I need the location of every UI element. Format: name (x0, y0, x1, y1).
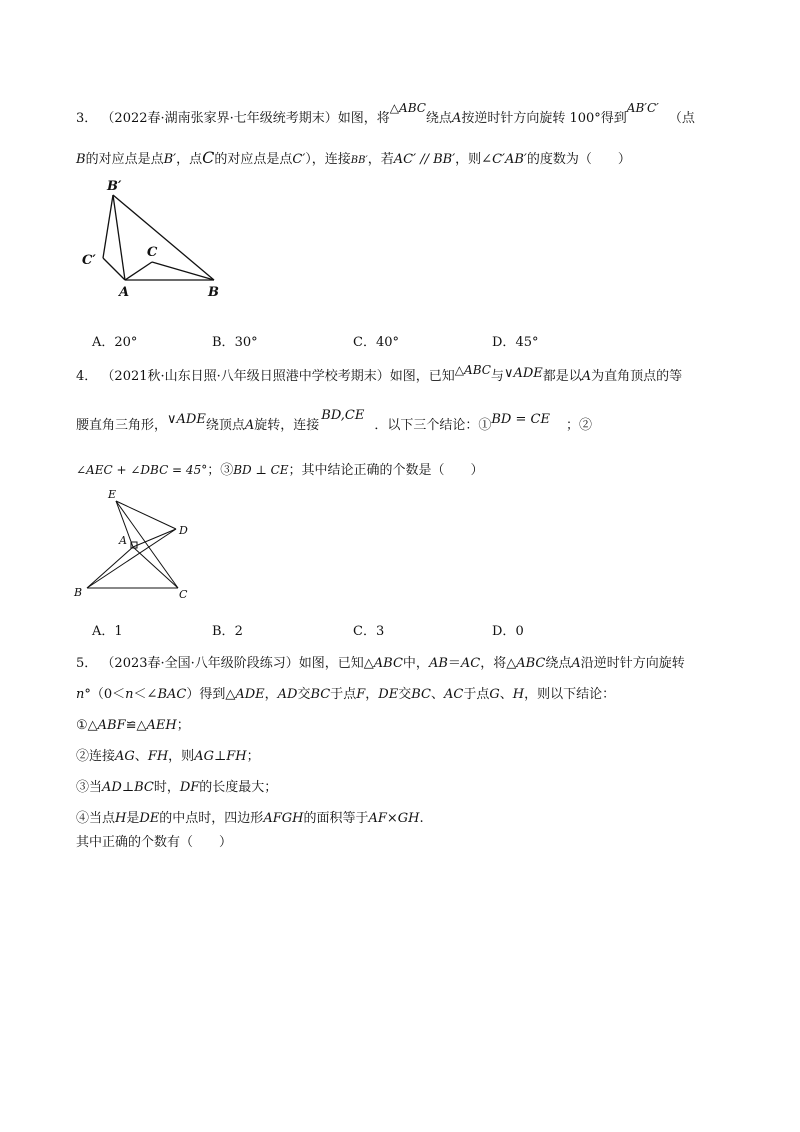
option-label: B． (212, 624, 235, 639)
option-label: A． (92, 624, 115, 639)
q5-text: G (489, 687, 500, 702)
q5-text: H (512, 687, 525, 702)
q5-text: 其中正确的个数有（ ） (76, 835, 233, 850)
q5-text: 、 (134, 749, 148, 764)
q3-line-1 (76, 101, 695, 127)
q5-text: 的面积等于 (303, 811, 369, 826)
q4-text: 腰直角三角形， (76, 418, 168, 433)
q4-line-2 (76, 408, 592, 434)
q5-text: n (76, 687, 85, 702)
q4-number: 4． (76, 369, 98, 384)
q5-number: 5． (76, 656, 98, 671)
q5-text: AC (460, 656, 481, 671)
q4-option-b[interactable] (212, 624, 243, 640)
q3-point-a: A (451, 111, 462, 126)
q3-option-b[interactable] (212, 335, 258, 351)
q3-triangle-abc: △ABC (389, 101, 426, 115)
option-label: B． (212, 335, 235, 350)
q4-triangle-ade: ∨ADE (167, 412, 206, 427)
q3-label-b: B (208, 285, 219, 300)
q3-line-2 (76, 150, 631, 169)
option-label: D． (492, 624, 516, 639)
q5-text: AC (444, 687, 464, 702)
q3-text: C′ (292, 152, 306, 167)
q3-source: （2022春·湖南张家界·七年级统考期末） (101, 111, 338, 126)
q5-text: 是 (126, 811, 140, 826)
q4-text: ；② (565, 418, 592, 433)
q4-label-d: D (179, 524, 188, 537)
q4-source: （2021秋·山东日照·八年级日照港中学校考期末） (101, 369, 390, 384)
q3-triangle-abc-prime: AB′C′ (626, 101, 659, 115)
q4-text: 都是以 (542, 369, 582, 384)
q5-text: AD (102, 780, 122, 795)
option-label: C． (353, 335, 376, 350)
q4-label-b: B (74, 586, 83, 599)
q5-conclusion-2 (76, 749, 260, 765)
q3-figure-svg (80, 176, 230, 302)
option-value: 20° (114, 335, 138, 350)
q3-option-c[interactable] (353, 335, 399, 351)
q5-text: 沿逆时针方向旋转 (580, 656, 685, 671)
q4-text: 为直角顶点的等 (591, 369, 683, 384)
q5-text: ⊥ (213, 749, 227, 764)
q5-text: ADE (235, 687, 265, 702)
q5-text: AD (277, 687, 298, 702)
q4-text: BD ⊥ CE (233, 463, 289, 477)
q5-text: ≌△ (125, 718, 147, 733)
q5-text: BC (134, 780, 154, 795)
q4-figure-svg (70, 484, 200, 602)
q4-triangle-abc: △ABC (454, 363, 491, 377)
q3-label-cprime: C′ (82, 253, 96, 268)
q5-line-1 (76, 656, 685, 672)
q5-text: ，将△ (480, 656, 517, 671)
q5-line-2 (76, 687, 615, 703)
q3-label-a: A (119, 285, 130, 300)
q5-text: ＝ (447, 656, 461, 671)
q3-text: AC′ // BB′ (393, 152, 456, 167)
q4-line-1 (76, 363, 683, 385)
q5-question (76, 835, 232, 851)
q5-text: ③当 (76, 780, 103, 795)
q5-text: FH (226, 749, 247, 764)
q5-text: n (125, 687, 134, 702)
q5-text: ABF (97, 718, 126, 733)
q5-text: 时， (153, 780, 180, 795)
q4-option-c[interactable] (353, 624, 384, 640)
q4-label-e: E (108, 488, 117, 501)
q3-number: 3． (76, 111, 98, 126)
q4-text: 旋转，连接 (254, 418, 320, 433)
q3-figure (80, 176, 230, 302)
q5-text: ②连接 (76, 749, 116, 764)
q5-text: 于点 (330, 687, 357, 702)
q5-text: ①△ (76, 718, 98, 733)
q3-text: 的对应点是点 (85, 152, 164, 167)
q5-text: GH (397, 811, 420, 826)
q4-label-a: A (119, 534, 127, 547)
option-label: A． (92, 335, 115, 350)
q4-option-d[interactable] (492, 624, 524, 640)
q5-text: F (356, 687, 366, 702)
q4-figure (70, 484, 200, 602)
q4-text: ∠AEC + ∠DBC = 45° (76, 463, 208, 477)
q5-text: 绕点 (545, 656, 572, 671)
q5-text: ； (246, 749, 260, 764)
q5-text: DE (378, 687, 399, 702)
q4-point-a: A (581, 369, 592, 384)
q3-option-a[interactable] (92, 335, 137, 351)
q5-text: °（0＜ (84, 687, 126, 702)
q5-text: AEH (146, 718, 177, 733)
q5-text: AG (115, 749, 135, 764)
q3-text: 按逆时针方向旋转 100°得到 (461, 111, 627, 126)
option-value: 3 (375, 624, 385, 639)
option-value: 40° (375, 335, 399, 350)
q4-text: ；其中结论正确的个数是（ ） (288, 463, 484, 478)
q5-text: A (571, 656, 581, 671)
q3-text: 的度数为（ ） (526, 152, 631, 167)
q3-text: ，若 (367, 152, 394, 167)
q5-text: ⊥ (121, 780, 135, 795)
option-label: C． (353, 624, 376, 639)
q5-text: ，则 (168, 749, 195, 764)
q5-text: 、 (430, 687, 444, 702)
q3-text: ∠C′AB′ (481, 152, 527, 167)
option-label: D． (492, 335, 516, 350)
q4-triangle-ade: ∨ADE (503, 366, 543, 381)
q4-text: ．以下三个结论：① (374, 418, 492, 433)
q5-text: ④当点 (76, 811, 116, 826)
q5-conclusion-1 (76, 718, 190, 734)
q4-line-3 (76, 462, 484, 479)
q5-text: AFGH (263, 811, 304, 826)
q3-text: 的对应点是点 (214, 152, 293, 167)
q4-text: 绕顶点 (205, 418, 245, 433)
q5-text: ＜∠ (133, 687, 158, 702)
q5-conclusion-3 (76, 780, 277, 796)
q5-text: 交 (297, 687, 311, 702)
q5-text: DF (179, 780, 200, 795)
q5-text: 于点 (463, 687, 490, 702)
q5-text: 、 (499, 687, 513, 702)
q5-text: 如图，已知△ (298, 656, 374, 671)
q4-text: 与 (490, 369, 504, 384)
q5-text: ； (176, 718, 190, 733)
q3-text: C (202, 148, 215, 167)
q5-text: H (115, 811, 127, 826)
option-value: 2 (234, 624, 243, 639)
q5-text: 交 (398, 687, 412, 702)
q3-text: ），连接 (305, 152, 351, 167)
option-value: 45° (515, 335, 539, 350)
q5-text: × (386, 811, 398, 826)
q5-text: ，则以下结论： (524, 687, 616, 702)
q5-text: ， (264, 687, 278, 702)
q5-text: BC (310, 687, 331, 702)
q4-option-a[interactable] (92, 624, 123, 640)
q5-text: ）得到△ (186, 687, 236, 702)
q5-text: ， (365, 687, 379, 702)
q5-text: 的长度最大； (199, 780, 278, 795)
q3-label-bprime: B′ (107, 179, 122, 194)
q4-text: 如图，已知 (389, 369, 455, 384)
q4-text: A (244, 418, 255, 433)
q3-label-c: C (147, 245, 158, 260)
q4-label-c: C (179, 588, 188, 601)
option-value: 0 (515, 624, 524, 639)
q5-text: AF (368, 811, 387, 826)
q3-text: B′ (163, 152, 177, 167)
q5-text: AG (194, 749, 214, 764)
q3-text: BB′ (350, 155, 368, 166)
q5-source: （2023春·全国·八年级阶段练习） (101, 656, 299, 671)
q3-text: B (76, 152, 86, 167)
q3-text: 绕点 (425, 111, 452, 126)
q4-text: BD = CE (491, 412, 550, 427)
q5-text: DE (139, 811, 160, 826)
q5-text: BC (411, 687, 431, 702)
q5-conclusion-4 (76, 811, 424, 827)
q5-text: ABC (516, 656, 546, 671)
option-value: 1 (114, 624, 123, 639)
q4-text: ；③ (207, 463, 234, 478)
q5-text: 的中点时，四边形 (159, 811, 264, 826)
q4-text: BD,CE (321, 408, 365, 423)
q5-text: BAC (157, 687, 187, 702)
q5-text: FH (147, 749, 169, 764)
q3-option-d[interactable] (492, 335, 538, 351)
q5-text: . (419, 811, 424, 826)
q5-text: ABC (373, 656, 403, 671)
q3-text: 如图，将 (337, 111, 390, 126)
q3-text: ，则 (455, 152, 482, 167)
q3-text: （点 (668, 111, 695, 126)
q5-text: AB (428, 656, 448, 671)
q5-text: 中， (402, 656, 429, 671)
q3-text: ，点 (176, 152, 203, 167)
option-value: 30° (234, 335, 258, 350)
